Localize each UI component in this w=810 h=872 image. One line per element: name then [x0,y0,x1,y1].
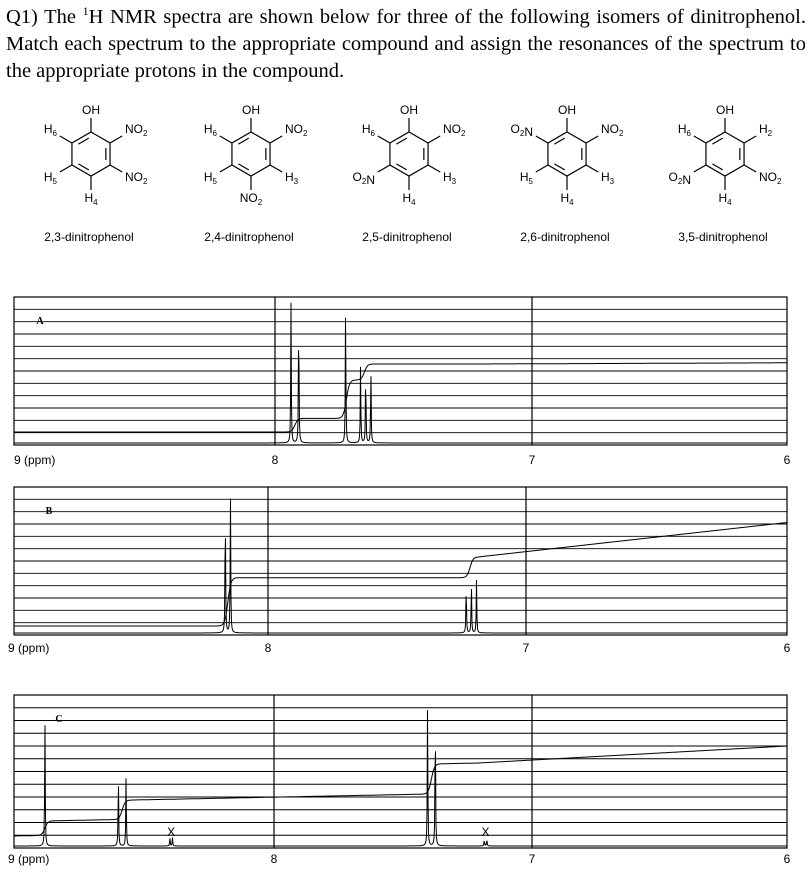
spectrum-A [14,297,791,467]
spectrum-C [8,695,791,866]
compound-name: 2,4-dinitrophenol [204,230,294,244]
substituent-bond [220,136,232,143]
integral-curve [14,363,787,432]
substituent-top: OH [716,103,734,117]
substituent-bottom: $H_4$ [84,191,98,207]
substituent-bond [536,136,548,143]
tick-label: 8 [264,641,272,655]
compound-4 [511,103,624,244]
axis-label-ppm: 9 (ppm) [8,852,50,866]
substituent-bond [60,136,72,143]
tick-label: 7 [528,453,536,467]
tick-label: 8 [270,852,278,866]
substituent-bond [694,136,706,143]
substituent-bond [744,136,756,143]
impurity-mark: X [167,825,176,839]
substituent-upper-left: $H_6$ [203,122,217,138]
substituent-lower-left: $O_2N$ [352,170,375,187]
substituent-lower-right: $H_3$ [601,170,615,186]
substituent-bond [428,136,440,143]
substituent-bond [110,165,122,172]
substituent-upper-left: $H_6$ [361,122,375,138]
nmr-spectra [8,297,791,866]
substituent-bond [428,165,440,172]
substituent-top: OH [242,103,260,117]
substituent-lower-left: $H_5$ [43,170,57,186]
substituent-upper-right: $H_2$ [759,122,773,138]
substituent-bond [694,165,706,172]
spectrum-trace [14,499,787,633]
substituent-bottom: $H_4$ [718,191,732,207]
substituent-bond [378,165,390,172]
question-superscript: 1 [82,4,89,18]
substituent-upper-left: $O_2N$ [510,122,533,139]
question-body: H NMR spectra are shown below for three of the following isomers of dinitrophenol. Match each spectrum to the appropriate compound and assign the resonances of the spectrum to the appropriate protons in the compound. [6,6,806,82]
compound-name: 2,5-dinitrophenol [362,230,452,244]
spectrum-label: A [36,316,44,327]
tick-label: 6 [783,453,791,467]
spectrum-trace [14,303,787,443]
substituent-bond [536,165,548,172]
compound-5 [669,103,782,244]
substituent-upper-left: $H_6$ [677,122,691,138]
substituent-bottom: $H_4$ [402,191,416,207]
substituent-lower-right: $H_3$ [443,170,457,186]
spectrum-trace [14,710,787,846]
spectrum-B [8,487,791,655]
spectrum-label: C [55,714,63,725]
tick-label: 8 [271,453,279,467]
substituent-bond [586,136,598,143]
impurity-mark: X [481,825,490,839]
compound-2 [204,103,308,244]
axis-label-ppm: 9 (ppm) [14,453,56,467]
substituent-bond [270,136,282,143]
compound-1 [44,103,148,244]
compound-name: 3,5-dinitrophenol [678,230,768,244]
benzene-ring [232,132,270,176]
substituent-bond [744,165,756,172]
compound-name: 2,3-dinitrophenol [44,230,134,244]
substituent-bottom: $NO_2$ [239,191,263,207]
substituent-bottom: $H_4$ [560,191,574,207]
substituent-lower-left: $H_5$ [203,170,217,186]
tick-label: 6 [783,641,791,655]
substituent-lower-left: $H_5$ [519,170,533,186]
substituent-upper-right: $NO_2$ [125,122,148,138]
tick-label: 7 [522,641,530,655]
substituent-top: OH [82,103,100,117]
benzene-ring [706,132,744,176]
substituent-bond [60,165,72,172]
substituent-bond [110,136,122,143]
substituent-top: OH [558,103,576,117]
compound-name: 2,6-dinitrophenol [520,230,610,244]
axis-label-ppm: 9 (ppm) [8,641,50,655]
compound-3 [353,103,466,244]
tick-label: 7 [528,852,536,866]
substituent-lower-right: $NO_2$ [759,170,782,186]
question-number: Q1) The [6,6,83,28]
benzene-ring [548,132,586,176]
substituent-upper-right: $NO_2$ [443,122,466,138]
substituent-bond [586,165,598,172]
substituent-upper-left: $H_6$ [43,122,57,138]
benzene-ring [72,132,110,176]
substituent-lower-left: $O_2N$ [668,170,691,187]
substituent-bond [270,165,282,172]
substituent-top: OH [400,103,418,117]
benzene-ring [390,132,428,176]
substituent-upper-right: $NO_2$ [601,122,624,138]
tick-label: 6 [783,852,791,866]
substituent-lower-right: $H_3$ [285,170,299,186]
substituent-lower-right: $NO_2$ [125,170,148,186]
substituent-bond [378,136,390,143]
substituent-bond [220,165,232,172]
spectrum-label: B [45,506,53,517]
isomer-structures [44,103,782,244]
substituent-upper-right: $NO_2$ [285,122,308,138]
